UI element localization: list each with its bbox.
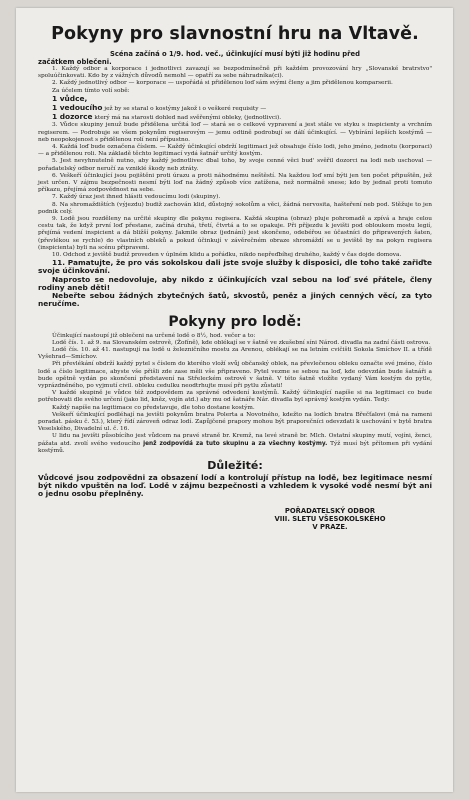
lead-line-2: začátkem oblečeni.	[38, 58, 112, 66]
boats-paragraph-8-bold: jenž zodpovídá za tuto skupinu a za všechny kostýmy.	[143, 440, 328, 447]
boats-paragraph-7: Veškeří účinkující podléhají na jevišti pokynům bratra Polerta a Novotného, kdežto na lodích bratra Břečťalovi (má na rameni poradat. pásku č. 53.), který řídí zároveň odraz lodí. Zapůjčené prapory mohou být praporečníci odevzdati k uschování v bytě bratra Veselského, Divadelní ul. č. 16.	[38, 411, 432, 433]
lead-line-1: Scéna začíná o 1/9. hod. več., účinkující musí býti již hodinu před	[110, 50, 360, 58]
paragraph-1: 1. Každý odbor a korporace i jednotlivci zavazují se bezpodmínečně při každém provozování hry „Slovanské bratrstvo" spoluúčinkovati. Kdo by z vážných důvodů nemohl — opatří za sebe náhradníka(ci).	[38, 66, 432, 80]
signature-block	[228, 507, 432, 532]
signature-line-2: VIII. SLETU VŠESOKOLSKÉHO	[274, 514, 386, 523]
notice-no-guests: Naprosto se nedovoluje, aby nikdo z účinkujících vzal sebou na loď své přátele, členy rodiny aneb děti!	[38, 274, 432, 292]
boats-paragraph-1: Účinkující nastoupí již oblečeni na určené lodě o 8½, hod. večer a to:	[52, 332, 256, 339]
boats-paragraph-4: Při převlékání obdrží každý pytel s číslem do kterého vloží svůj občanský oblek, na převlečenou obleku označte své jméno, číslo lodě a číslo legitimace, abyste vše přišli zde zase měli vše připraveno. Pytel vezme se sebou na loď, kde odevzdán bude šatnáři a bude opětně vydán po skončení představení na Střeleckém ostrově v šatně. V této šatně vložíte vydaný Vám kostým do pytle, vyprázdněného, po vyjmutí civil. obleku cedulku neodtrhujte musí při pytlu zůstati!	[38, 361, 432, 389]
boats-paragraph-6: Každý napíše na legitimace co představuje, dle toho dostane kostým.	[52, 404, 255, 411]
role-supervisor-text: který má na starosti dohled nad svěřenými obleky, (jednotlivci).	[94, 115, 282, 122]
signature-line-1: POŘADATELSKÝ ODBOR	[284, 506, 376, 515]
section-instructions	[38, 50, 432, 309]
paragraph-8: 7. Každý úraz jest ihned hlásiti vedoucímu lodi (skupiny).	[52, 194, 221, 201]
document-content	[38, 24, 432, 532]
boats-paragraph-8-start: U lidu na jevišti působícího jest vůdcem na pravé straně br. Kremž, na levé straně br. Mlch. Ostatní skupiny mutí, vojíni, ženci, pážata atd. zvolí svého vedoucího	[38, 433, 432, 447]
paragraph-9: 8. Na shromaždištích (výjezdu) budiž zachován klid, důstojný sokolům a věci, žádná nervosita, hašteření neb pod. Stěžuje to jen podnik celý.	[38, 201, 432, 215]
important-paragraph: Vůdcové jsou zodpovědni za obsazení lodí a kontrolují přístup na lodě, bez legitimace nesmí být nikdo vpuštěn na loď. Lodě v zájmu bezpečnosti a vzhledem k vysoké vodě nesmí být ani o jednu osobu přeplněny.	[38, 472, 432, 499]
boats-paragraph-3: Lodě čís. 10. až 41. nastupují na lodě u železničního mostu za Arenou, oblékají se na letním cvičišti Sokola Smíchov II. a třídě Vyšehrad—Smíchov.	[38, 346, 432, 361]
paragraph-3: Za účelem tímto volí sobě:	[52, 87, 130, 94]
document-sheet	[16, 8, 453, 792]
boats-paragraph-8	[38, 433, 432, 455]
role-manager	[38, 104, 432, 113]
paragraph-2: 2. Každý jednotlivý odbor — korporace — uspořádá si přidělenou loď sám svými členy a jim přidělenou komparserii.	[52, 80, 393, 87]
boats-paragraph-2: Lodě čís. 1. až 9. na Slovanském ostrově, (Žofíně), kde oblékají se v šatně ve zkušební síni Národ. divadla na zadní části ostrova.	[52, 339, 431, 346]
notice-service: 11. Pamatujte, že pro vás sokolskou dali jste svoje služby k disposici, dle toho také zařiďte svoje účinkování.	[38, 258, 432, 276]
signature-line-3: V PRAZE.	[312, 523, 348, 532]
paragraph-11: 10. Odchod z jeviště budiž proveden v úplném klidu a pořádku, nikdo nepřeďbíhej druhého, každý v čas dojde domova.	[52, 252, 402, 259]
section-boats-heading: Pokyny pro lodě:	[168, 313, 302, 330]
paragraph-10: 9. Lodě jsou rozděleny na určité skupiny dle pokynu regisera. Každá skupina (obraz) pluje pohromadě a zpívá a hraje celou cestu tak, že když první loď přestane, začíná druhá, třetí, čtvrtá a to se opakuje. Při příjezdu k jevišti pod obloukem mostu legií, přejímá vedení inspicient a dá bližší pokyny. Jakmile obraz (jednání) jest skončeno, odebéřou se účastníci do připravených šaten, (převlékou se rychle) do vlastních obleků a pokud účinkují v závěrečném obraze shromáždí se u jeviště by na pokyn regisera (inspicienta) byli na scénu připraveni.	[38, 216, 432, 251]
section-boats	[38, 333, 432, 455]
notice-valuables: Nebeřte sebou žádných zbytečných šatů, skvostů, peněz a jiných cenných věcí, za tyto neručíme.	[38, 291, 432, 309]
section-important-heading: Důležité:	[207, 458, 263, 472]
document-title: Pokyny pro slavnostní hru na Vltavě.	[51, 24, 419, 44]
paragraph-4: 3. Vůdce skupiny jenuž bude přidělena určitá loď — stará se o celkové vypravení a jest stále ve styku s inspicienty a vrchním regiserem. — Podrobuje se všem pokynům regiserovým — jemu odtině podrobují se dálí účinkující. — Vybírání lepších kostýmů — neb neopokojenost s přidělenou rolí není přípustno.	[38, 122, 432, 143]
paragraph-6: 5. Jest nevyhnutelně nutno, aby každý jednotlivec dbal toho, by svoje cenné věci bud' svěřil dozorci na lodi neb uschoval — pořadatelský odbor neručí za vzniklé škody neb ztráty.	[38, 158, 432, 172]
boats-paragraph-5: V každé skupině je vůdce též zodpovědem za správné odvedení kostýmů. Každý účinkující napíše si na legitimaci co bude potřebovati dle svého určení (jako lid, kněz, vojín atd.) aby mu od šatnáře Nár. divadla byl správný kostým vydán. Tedy:	[38, 390, 432, 404]
role-manager-text: jež by se staral o kostýmy jakož i o veškeré requisity —	[104, 106, 267, 113]
role-manager-label: 1 vedoucího	[52, 103, 103, 113]
role-supervisor-label: 1 dozorce	[52, 112, 93, 122]
paragraph-7: 6. Veškeří účinkující jsou pojištěni proti úrazu a proti náhodnému neštěstí. Na každou loď smí býti jen ten počet připuštěn, jež jest určen. V zájmu bezpečnosti nesmí býti loď na žádný způsob více zatížena, než normálně snese; kdo by jednal proti tomuto příkazu, přejímá zodpovědnost na sebe.	[38, 172, 432, 194]
role-leader-label: 1 vůdce,	[52, 93, 88, 103]
paragraph-5: 4. Každá loď bude označena číslem. — Každý účinkující obdrží legitimaci jež obsahuje číslo lodi, jeho jméno, jednotu (korporaci) — a přidělenou roli. Na základě těchto legitimací vydá šatnář určitý kostým.	[38, 144, 432, 158]
boats-paragraph-8-end: Týž musí být přítomen při vydání kostýmů.	[38, 440, 433, 454]
